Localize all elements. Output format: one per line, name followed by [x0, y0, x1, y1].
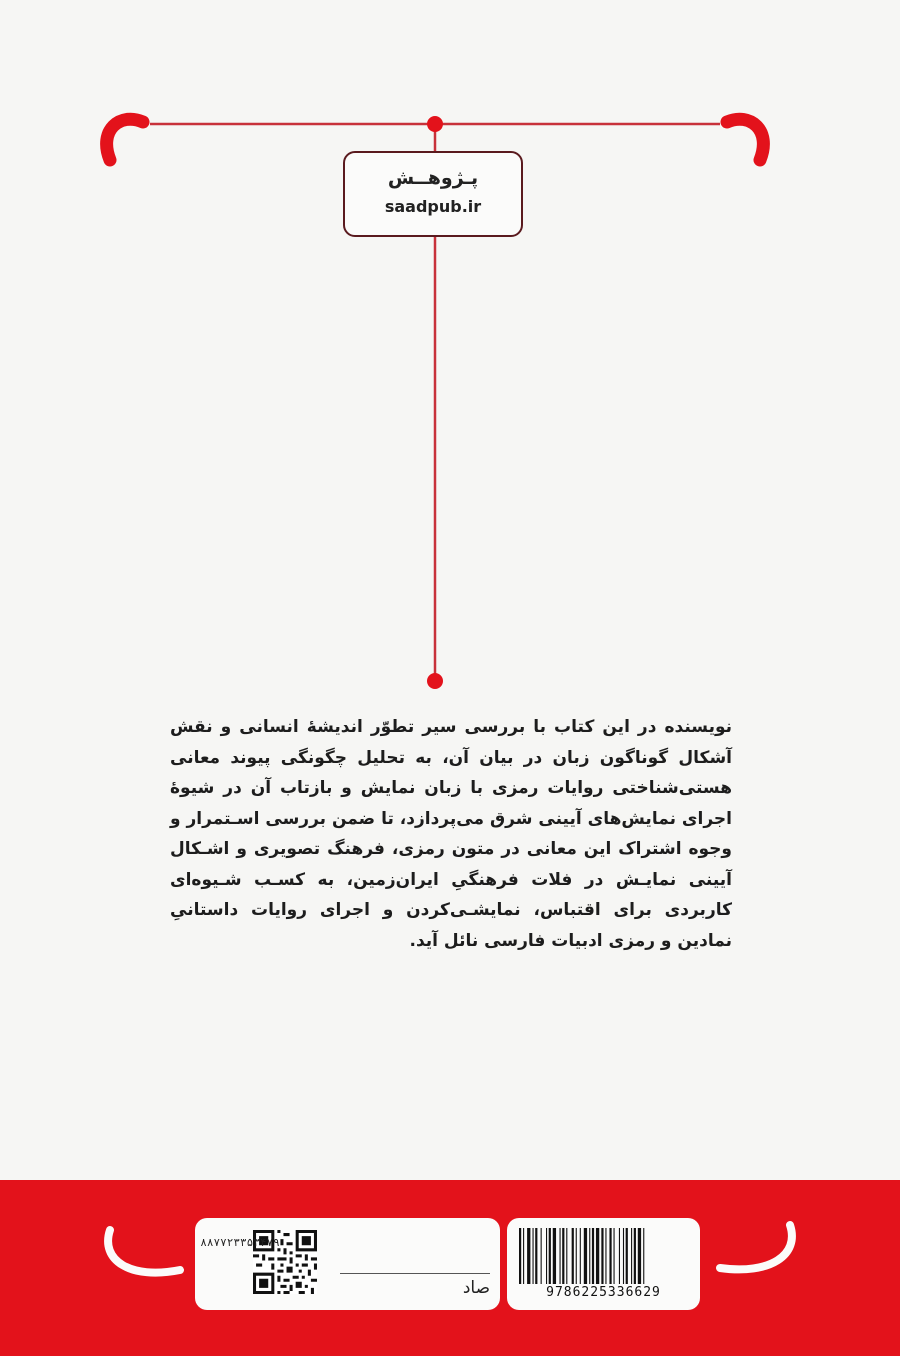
top-dot	[427, 116, 443, 132]
publisher-name: پـژوهــش	[387, 167, 479, 189]
footer-code-label: ۸۸۷۷۲۳۳۵۳۴۷۹	[200, 1236, 280, 1249]
left-hook	[107, 119, 143, 160]
publisher-box	[343, 151, 523, 237]
barcode-icon	[517, 1228, 689, 1284]
barcode-card	[507, 1218, 700, 1310]
publisher-website: saadpub.ir	[384, 197, 482, 216]
bottom-dot	[427, 673, 443, 689]
card-divider	[340, 1273, 490, 1274]
footer-left-hook	[108, 1230, 180, 1273]
footer-brand-name: صاد	[462, 1278, 490, 1298]
footer-right-hook	[720, 1225, 792, 1269]
info-card	[195, 1218, 500, 1310]
book-description: نویسنده در این کتاب با بررسی سیر تطوّر اندیشهٔ انسانی و نقش آشکال گوناگون زبان در بیان آن، به تحلیل چگونگی پیوند معانی هستی‌شناختی روایات رمزی با زبان نمایش و بازتاب آن در شیوهٔ اجرای نمایش‌های آیینی شرق می‌پردازد، تا ضمن بررسی اسـتمرار و وجوه اشتراک این معانی در متون رمزی، فرهنگ تصویری و اشـکال آیینی نمایـش در فلات فرهنگیِ ایران‌زمین، به کسـب شـیوه‌ای کاربردی برای اقتباس، نمایشـی‌کردن و اجرای روایات داستانیِ نمادین و رمزی ادبیات فارسی نائل آید.	[170, 717, 732, 951]
right-hook	[727, 119, 763, 160]
isbn-number: 9786225336629	[546, 1285, 661, 1300]
